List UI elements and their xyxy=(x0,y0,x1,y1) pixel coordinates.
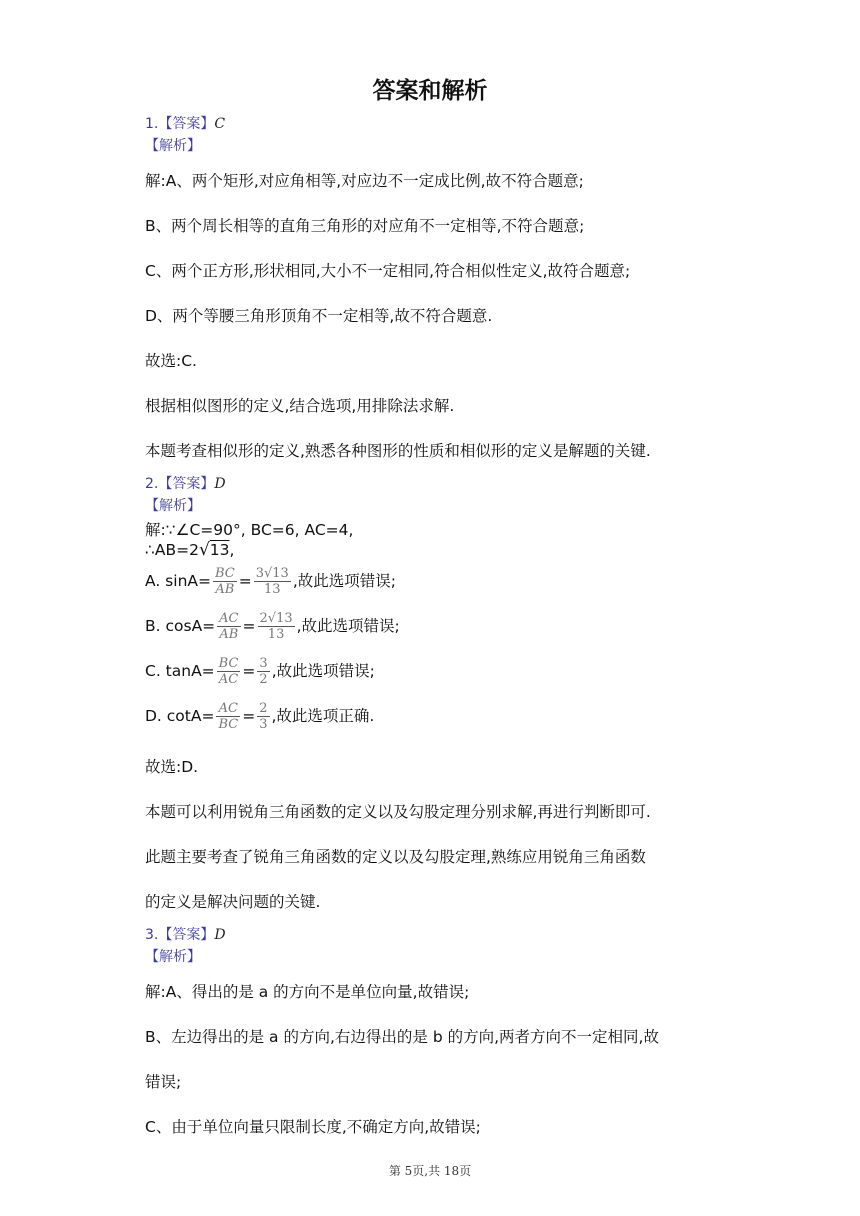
page-footer: 第 5页,共 18页 xyxy=(388,1164,472,1178)
q1-answer-label: 1.【答案】 xyxy=(145,116,215,132)
q2-option-c: C. tanA= $\frac{BC}{AC}$ = $\frac{3}{2}$ ,故此选项错误; xyxy=(145,656,375,687)
q2-answer-value: D xyxy=(214,476,226,492)
q3-answer-line xyxy=(145,924,226,944)
q1-line: B、两个周长相等的直角三角形的对应角不一定相等,不符合题意; xyxy=(145,217,585,235)
q3-line: B、左边得出的是 a 的方向,右边得出的是 b 的方向,两者方向不一定相同,故 xyxy=(145,1028,659,1046)
fraction: $\frac{3}{2}$ xyxy=(259,656,268,687)
q2-note: 此题主要考查了锐角三角函数的定义以及勾股定理,熟练应用锐角三角函数 xyxy=(145,848,646,866)
q3-answer-label: 3.【答案】 xyxy=(145,927,215,943)
q2-answer-label: 2.【答案】 xyxy=(145,476,215,492)
q1-line: 本题考查相似形的定义,熟悉各种图形的性质和相似形的定义是解题的关键. xyxy=(145,442,651,460)
q2-option-b: B. cosA= $\frac{AC}{AB}$ = $\frac{2√13}{13}$ ,故此选项错误; xyxy=(145,611,400,642)
q2-ab-value: ∴AB=2√13, xyxy=(145,540,235,560)
fraction: $\frac{2√13}{13}$ xyxy=(259,611,293,642)
q2-given: 解:∵∠C=90°, BC=6, AC=4, xyxy=(145,521,354,539)
q2-answer-line xyxy=(145,473,226,493)
fraction: $\frac{AC}{AB}$ xyxy=(219,611,239,642)
q2-option-a: A. sinA= $\frac{BC}{AB}$ = $\frac{3√13}{13}$ ,故此选项错误; xyxy=(145,566,396,597)
q3-line: 错误; xyxy=(145,1073,182,1091)
q1-choice: 故选:C. xyxy=(145,352,197,370)
q3-line: 解:A、得出的是 a 的方向不是单位向量,故错误; xyxy=(145,983,470,1001)
q1-analysis-label: 【解析】 xyxy=(145,138,201,154)
q2-note: 本题可以利用锐角三角函数的定义以及勾股定理分别求解,再进行判断即可. xyxy=(145,803,651,821)
fraction: $\frac{BC}{AC}$ xyxy=(218,656,239,687)
page-title: 答案和解析 xyxy=(372,78,488,104)
q2-note: 的定义是解决问题的关键. xyxy=(145,893,321,911)
q2-option-d: D. cotA= $\frac{AC}{BC}$ = $\frac{2}{3}$ ,故此选项正确. xyxy=(145,701,375,732)
q1-line: 解:A、两个矩形,对应角相等,对应边不一定成比例,故不符合题意; xyxy=(145,172,584,190)
q3-answer-value: D xyxy=(214,927,226,943)
fraction: $\frac{BC}{AB}$ xyxy=(214,566,235,597)
q2-choice: 故选:D. xyxy=(145,758,199,776)
q1-line: 根据相似图形的定义,结合选项,用排除法求解. xyxy=(145,397,455,415)
q1-answer-line xyxy=(145,113,225,133)
q3-line: C、由于单位向量只限制长度,不确定方向,故错误; xyxy=(145,1118,481,1136)
q1-line: C、两个正方形,形状相同,大小不一定相同,符合相似性定义,故符合题意; xyxy=(145,262,631,280)
q3-analysis-label: 【解析】 xyxy=(145,949,201,965)
fraction: $\frac{3√13}{13}$ xyxy=(255,566,289,597)
fraction: $\frac{2}{3}$ xyxy=(259,701,268,732)
q2-analysis-label: 【解析】 xyxy=(145,498,201,514)
q1-answer-value: C xyxy=(214,116,226,132)
q1-line: D、两个等腰三角形顶角不一定相等,故不符合题意. xyxy=(145,307,493,325)
fraction: $\frac{AC}{BC}$ xyxy=(218,701,239,732)
